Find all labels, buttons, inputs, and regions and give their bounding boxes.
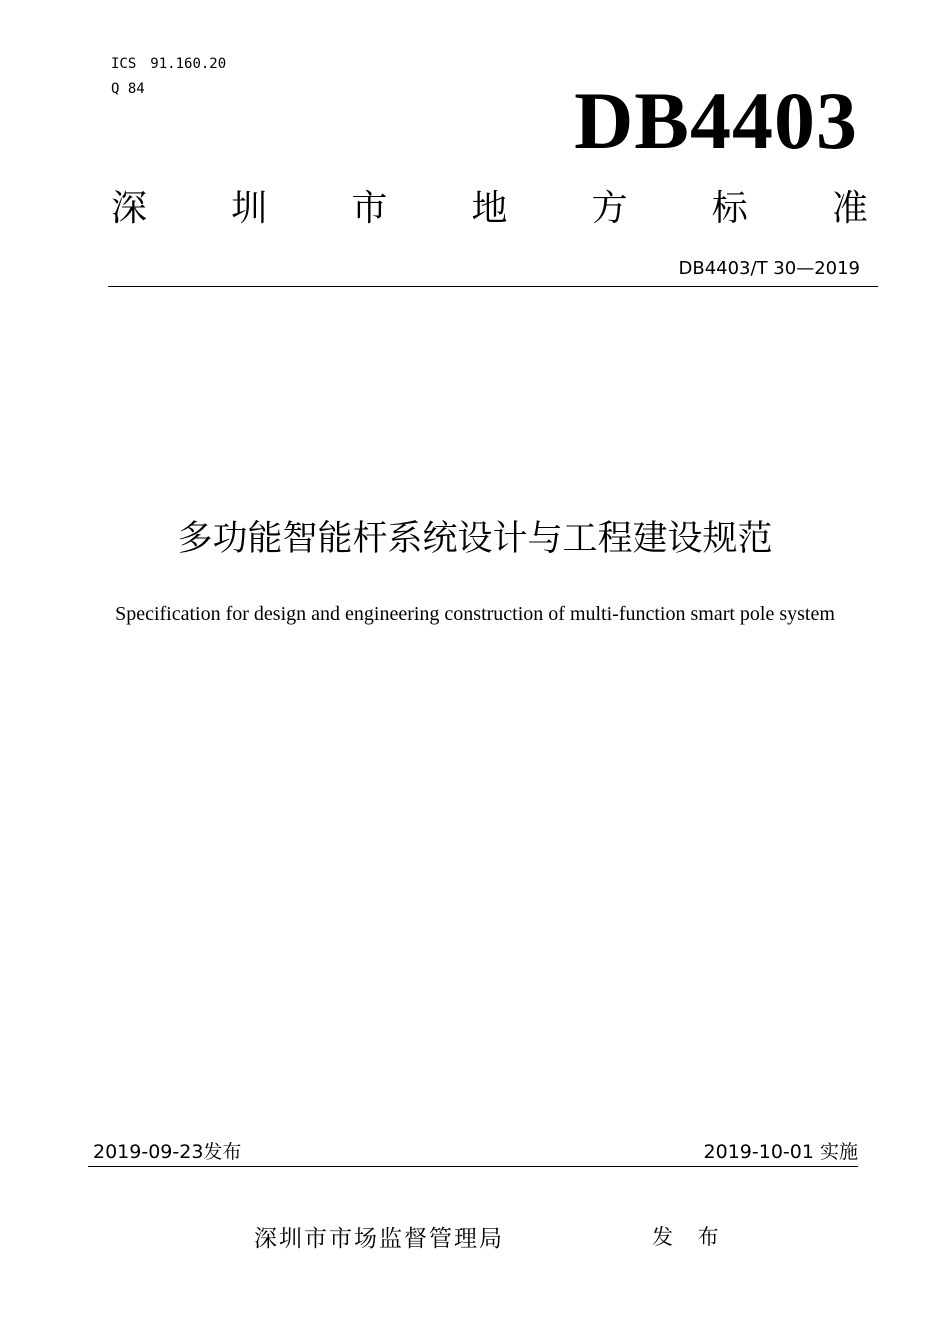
ics-label: ICS bbox=[111, 56, 137, 72]
standard-type-char: 深 bbox=[111, 188, 148, 229]
footer-divider bbox=[88, 1166, 858, 1167]
ics-code bbox=[111, 56, 240, 72]
standard-type-char: 准 bbox=[831, 188, 868, 229]
standard-code: DB4403 bbox=[574, 75, 858, 166]
implement-date-value: 2019-10-01 bbox=[703, 1141, 814, 1163]
standard-type-char: 地 bbox=[471, 188, 508, 229]
standard-type-char: 方 bbox=[591, 188, 628, 229]
publish-label: 发布 bbox=[203, 1141, 242, 1163]
standard-number: DB4403/T 30—2019 bbox=[678, 258, 860, 279]
ccs-code: Q 84 bbox=[111, 81, 145, 97]
publish-date-value: 2019-09-23 bbox=[93, 1141, 204, 1163]
implement-date bbox=[704, 1140, 858, 1164]
ics-value: 91.160.20 bbox=[150, 56, 227, 72]
implement-label: 实施 bbox=[819, 1141, 858, 1163]
standard-type bbox=[111, 186, 868, 232]
standard-type-char: 圳 bbox=[231, 188, 268, 229]
header-divider bbox=[108, 286, 878, 287]
issuer: 深圳市市场监督管理局 bbox=[254, 1226, 504, 1252]
issue-label: 发 布 bbox=[652, 1225, 728, 1249]
title-chinese: 多功能智能杆系统设计与工程建设规范 bbox=[177, 519, 773, 559]
title-english: Specification for design and engineering construction of multi-function smart pole system bbox=[115, 603, 835, 625]
standard-type-char: 市 bbox=[351, 188, 388, 229]
standard-type-char: 标 bbox=[711, 188, 748, 229]
publish-date bbox=[93, 1140, 241, 1164]
